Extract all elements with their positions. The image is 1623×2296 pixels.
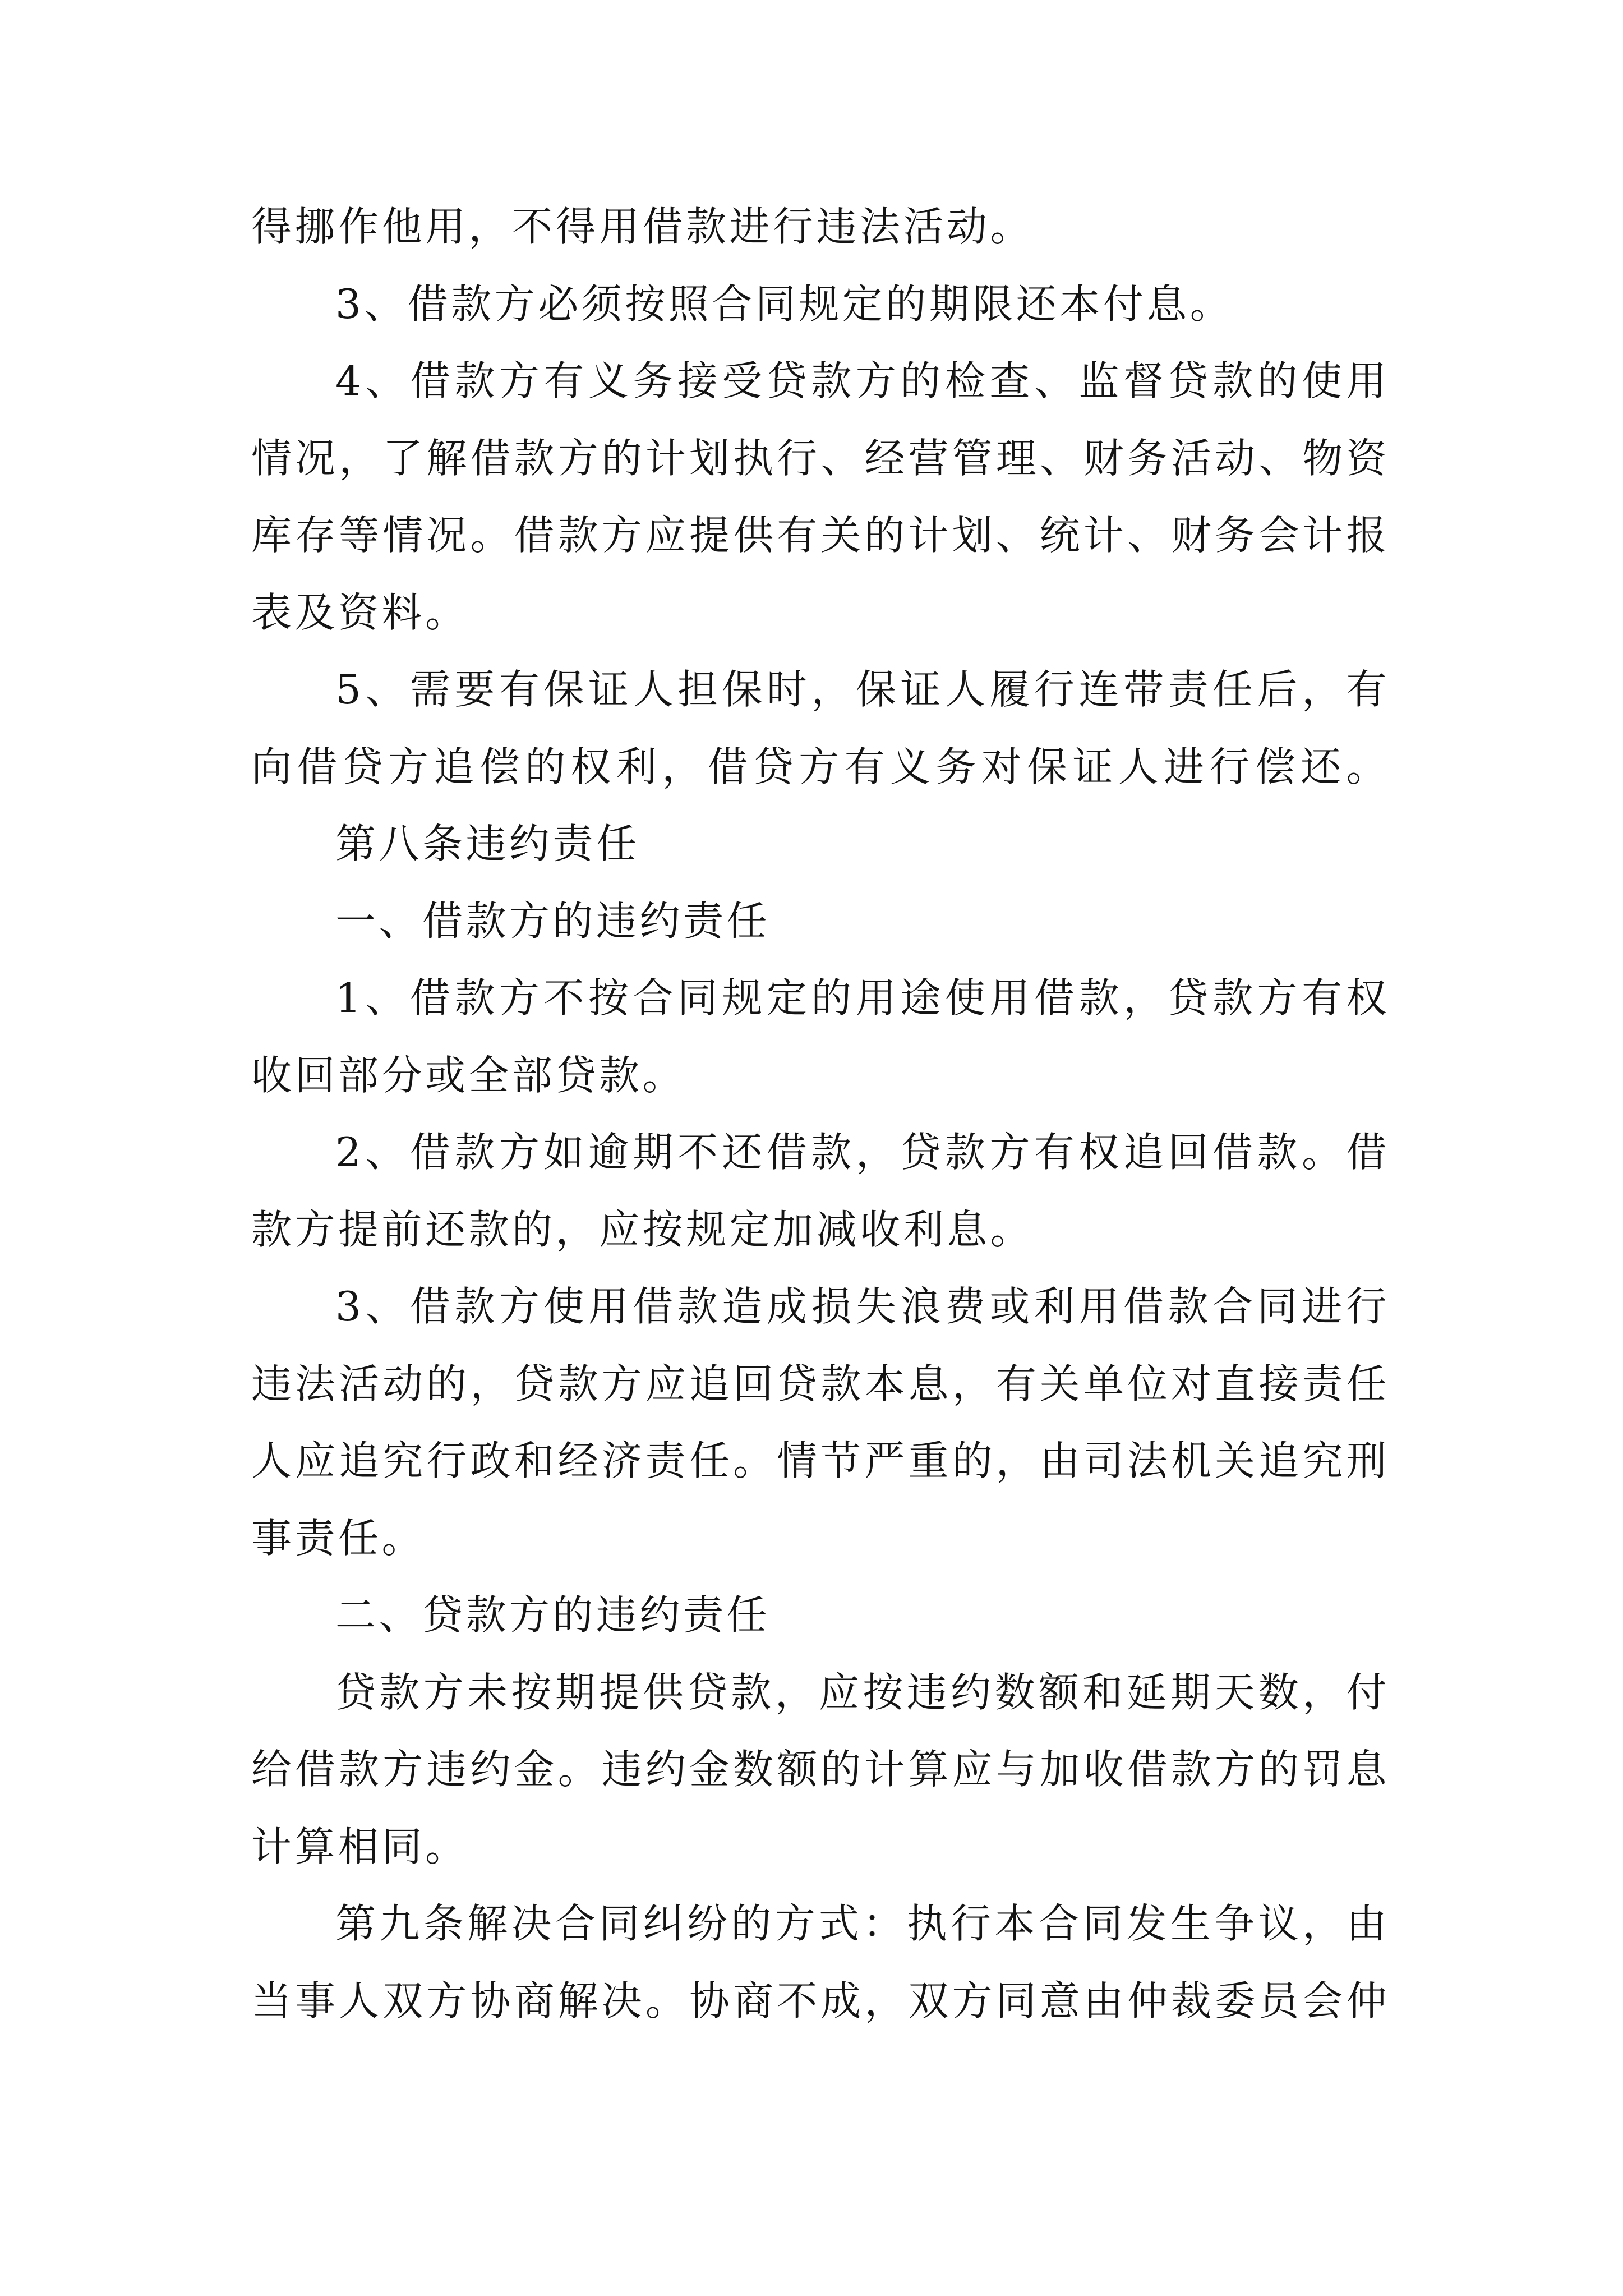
text-line: 人应追究行政和经济责任。情节严重的，由司法机关追究刑: [251, 1437, 1390, 1484]
subsection-heading: 二、贷款方的违约责任: [335, 1591, 771, 1639]
text-line: 库存等情况。借款方应提供有关的计划、统计、财务会计报: [251, 512, 1390, 559]
subsection-heading: 一、借款方的违约责任: [335, 897, 771, 945]
text-line: 2、借款方如逾期不还借款，贷款方有权追回借款。借: [335, 1129, 1390, 1176]
text-line: 事责任。: [251, 1514, 426, 1562]
document-body: [251, 188, 1390, 2040]
text-line: 得挪作他用，不得用借款进行违法活动。: [251, 203, 1034, 250]
text-line: 款方提前还款的，应按规定加减收利息。: [251, 1205, 1034, 1253]
text-line: 当事人双方协商解决。协商不成，双方同意由仲裁委员会仲: [251, 1977, 1390, 2024]
text-line: 计算相同。: [251, 1823, 469, 1870]
text-line: 1、借款方不按合同规定的用途使用借款，贷款方有权: [335, 974, 1390, 1022]
text-line: 贷款方未按期提供贷款，应按违约数额和延期天数，付: [335, 1668, 1390, 1716]
text-line: 违法活动的，贷款方应追回贷款本息，有关单位对直接责任: [251, 1360, 1390, 1407]
text-line: 收回部分或全部贷款。: [251, 1051, 686, 1099]
text-line: 给借款方违约金。违约金数额的计算应与加收借款方的罚息: [251, 1746, 1390, 1793]
text-line: 情况，了解借款方的计划执行、经营管理、财务活动、物资: [251, 434, 1390, 482]
text-line: 向借贷方追偿的权利，借贷方有义务对保证人进行偿还。: [251, 743, 1390, 790]
text-line: 表及资料。: [251, 588, 469, 636]
section-heading: 第八条违约责任: [335, 820, 640, 867]
text-line: 3、借款方必须按照合同规定的期限还本付息。: [335, 280, 1234, 328]
text-line: 4、借款方有义务接受贷款方的检查、监督贷款的使用: [335, 357, 1390, 404]
text-line: 第九条解决合同纠纷的方式：执行本合同发生争议，由: [335, 1900, 1390, 1947]
text-line: 3、借款方使用借款造成损失浪费或利用借款合同进行: [335, 1283, 1390, 1330]
text-line: 5、需要有保证人担保时，保证人履行连带责任后，有: [335, 666, 1390, 713]
